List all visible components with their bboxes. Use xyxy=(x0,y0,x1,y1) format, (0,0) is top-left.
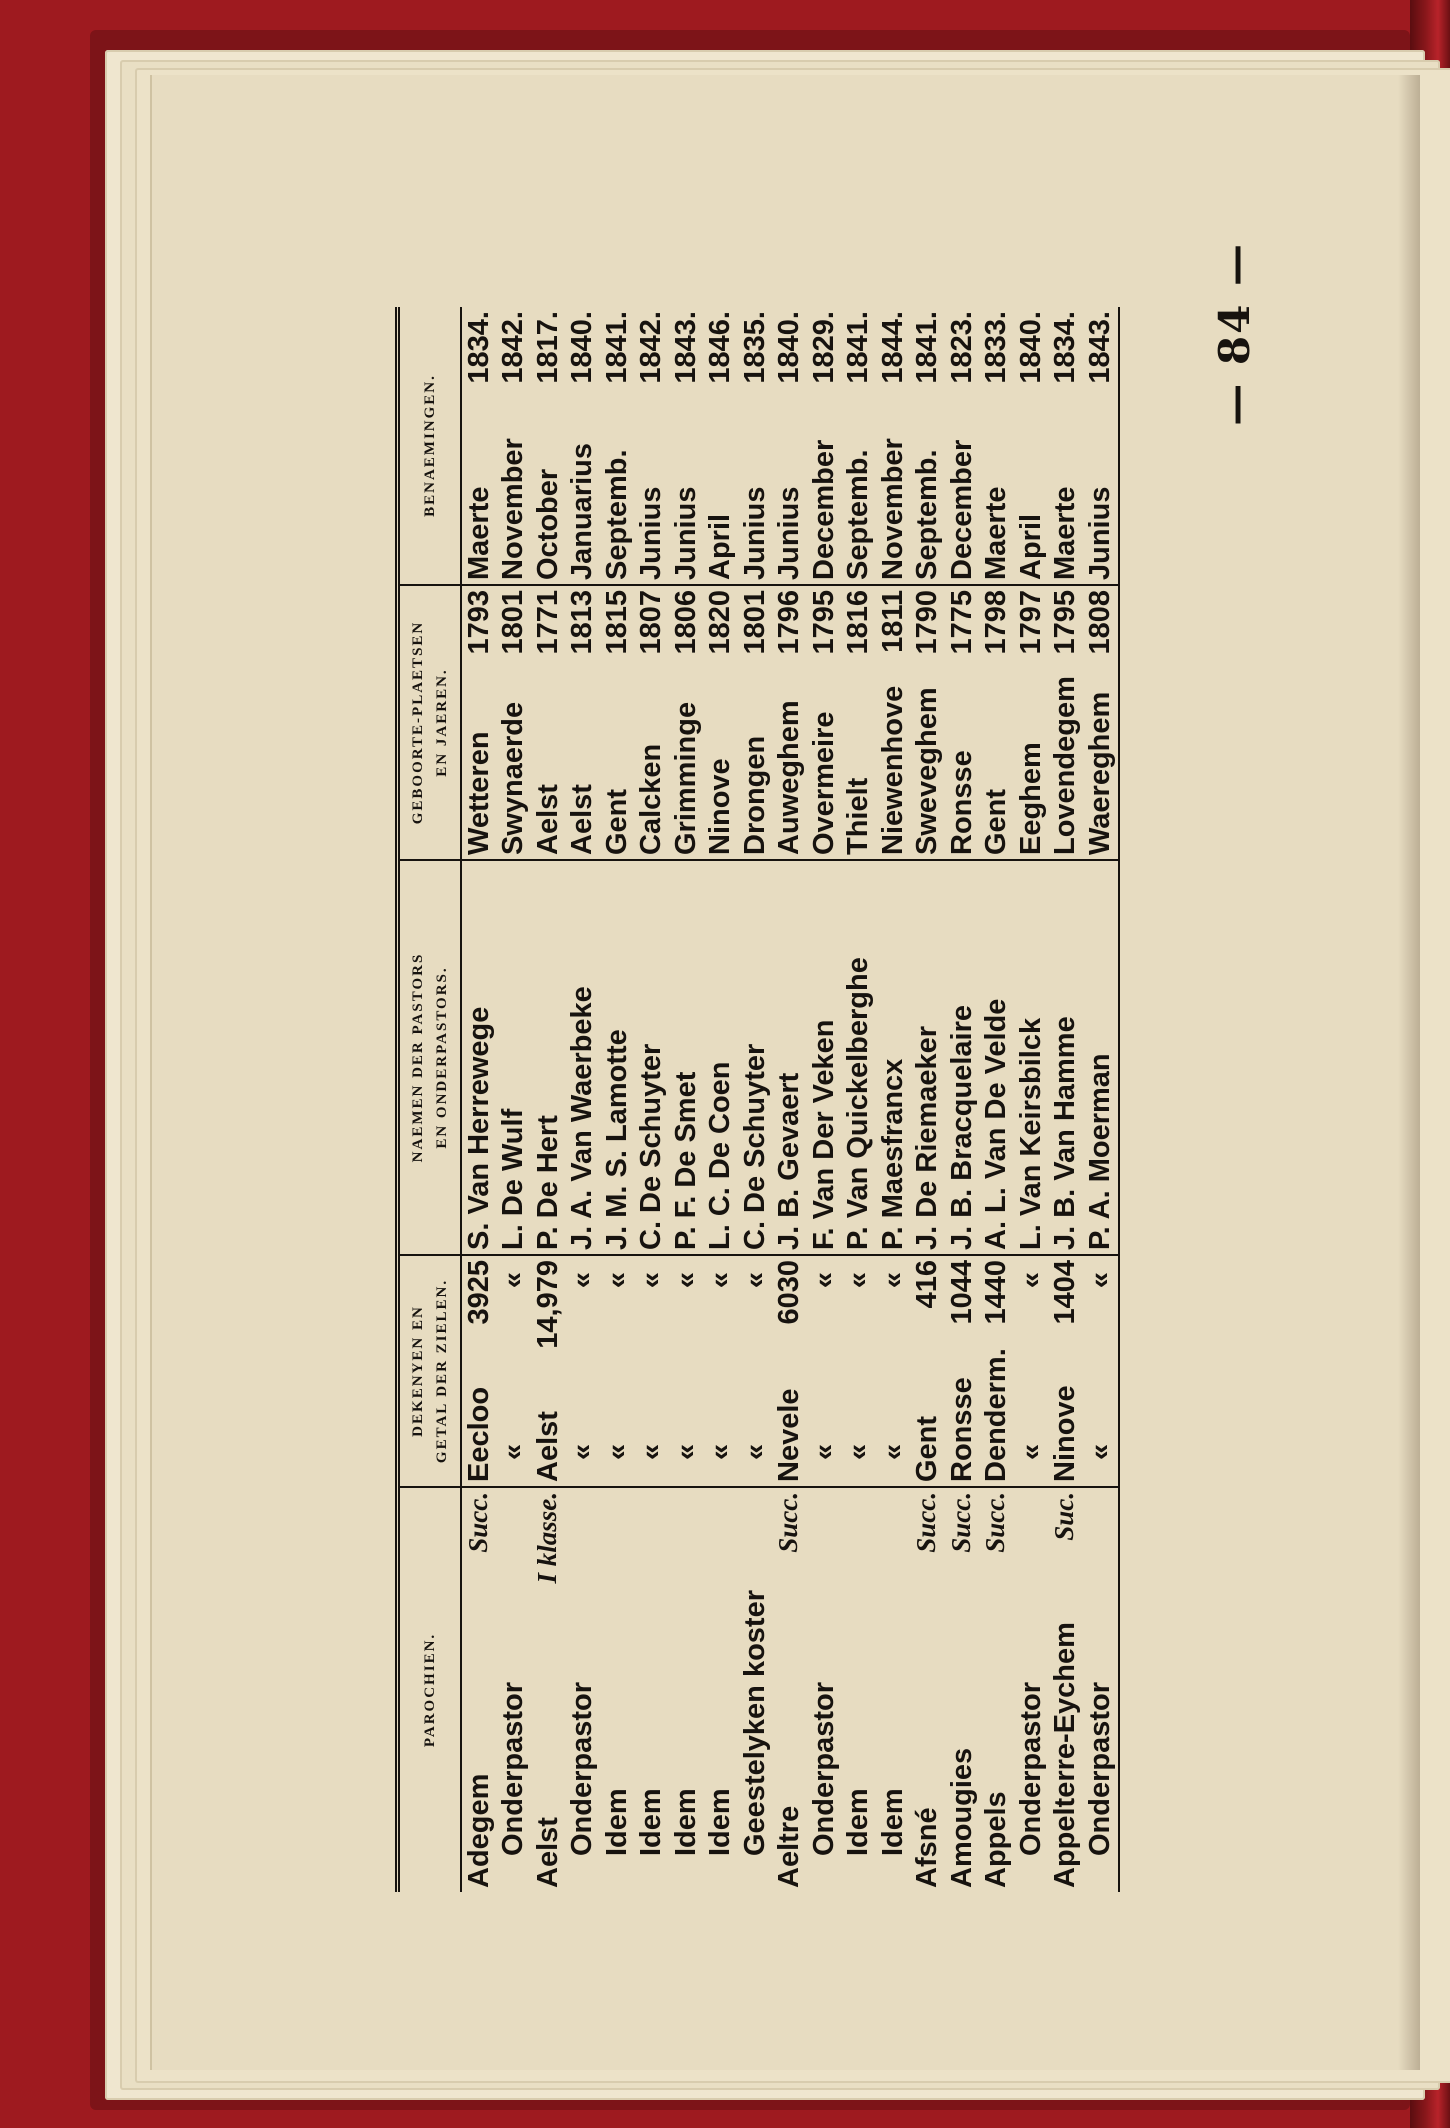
appointment-cell xyxy=(807,307,842,585)
appointment-cell xyxy=(945,307,980,585)
birthplace-cell xyxy=(1014,585,1049,860)
soul-count: « xyxy=(807,1272,840,1289)
soul-count: 6030 xyxy=(773,1260,806,1325)
parish-name: Idem xyxy=(669,1788,702,1856)
birth-year: 1775 xyxy=(945,590,978,655)
parish-cell xyxy=(566,1487,601,1892)
birthplace: Drongen xyxy=(738,735,771,855)
deanery-cell xyxy=(1083,1255,1119,1487)
priest-name: C. De Schuyter xyxy=(738,1043,771,1250)
table-row xyxy=(566,307,601,1892)
appointment-year: 1834. xyxy=(1049,311,1082,384)
appointment-year: 1833. xyxy=(980,311,1013,384)
deanery-cell xyxy=(807,1255,842,1487)
table-header-row xyxy=(398,307,462,1892)
appointment-year: 1843. xyxy=(1083,311,1116,384)
priest-name: P. Van Quickelberghe xyxy=(842,957,875,1250)
birthplace-cell xyxy=(842,585,877,860)
priest-name: J. B. Gevaert xyxy=(773,1072,806,1250)
birthplace-cell xyxy=(945,585,980,860)
soul-count: « xyxy=(635,1272,668,1289)
appointment-cell xyxy=(980,307,1015,585)
soul-count: « xyxy=(600,1272,633,1289)
parish-class-label: Succ. xyxy=(911,1492,942,1553)
deanery-name: « xyxy=(704,1443,737,1460)
appointment-cell xyxy=(600,307,635,585)
birthplace: Overmeire xyxy=(807,711,840,855)
deanery-cell xyxy=(497,1255,532,1487)
appointment-month: April xyxy=(1014,513,1047,580)
birthplace-cell xyxy=(531,585,566,860)
soul-count: « xyxy=(1014,1272,1047,1289)
appointment-cell xyxy=(773,307,808,585)
priest-name-cell xyxy=(704,860,739,1255)
appointment-year: 1846. xyxy=(704,311,737,384)
parish-cell xyxy=(876,1487,911,1892)
birth-year: 1771 xyxy=(531,590,564,655)
appointment-cell xyxy=(876,307,911,585)
appointment-month: Junius xyxy=(738,486,771,580)
table-row xyxy=(1049,307,1084,1892)
table-row xyxy=(497,307,532,1892)
table-row xyxy=(980,307,1015,1892)
birthplace-cell xyxy=(773,585,808,860)
table-row xyxy=(945,307,980,1892)
priest-name-cell xyxy=(842,860,877,1255)
parish-cell xyxy=(704,1487,739,1892)
appointment-month: November xyxy=(876,438,909,580)
appointment-cell xyxy=(911,307,946,585)
priest-name: L. Van Keirsbilck xyxy=(1014,1017,1047,1250)
deanery-cell xyxy=(566,1255,601,1487)
soul-count: 416 xyxy=(911,1260,944,1309)
parish-class-label: Succ. xyxy=(462,1492,493,1553)
header-dekenyen: DEKENYEN EN GETAL DER ZIELEN. xyxy=(398,1255,462,1487)
deanery-name: Gent xyxy=(911,1415,944,1482)
priest-name-cell xyxy=(635,860,670,1255)
birthplace: Wetteren xyxy=(462,731,495,855)
priest-name: J. A. Van Waerbeke xyxy=(566,986,599,1250)
parish-name: Idem xyxy=(600,1788,633,1856)
priest-name-cell xyxy=(773,860,808,1255)
appointment-year: 1840. xyxy=(1014,311,1047,384)
birthplace-cell xyxy=(635,585,670,860)
priest-name-cell xyxy=(531,860,566,1255)
priest-name-cell xyxy=(1083,860,1119,1255)
priest-name-cell xyxy=(1049,860,1084,1255)
birthplace-cell xyxy=(1049,585,1084,860)
appointment-cell xyxy=(842,307,877,585)
deanery-cell xyxy=(876,1255,911,1487)
birthplace: Grimminge xyxy=(669,701,702,855)
priest-name-cell xyxy=(600,860,635,1255)
appointment-year: 1841. xyxy=(911,311,944,384)
soul-count: « xyxy=(704,1272,737,1289)
priest-name-cell xyxy=(911,860,946,1255)
parish-cell xyxy=(1014,1487,1049,1892)
soul-count: « xyxy=(566,1272,599,1289)
appointment-month: Septemb. xyxy=(842,449,875,580)
table-row xyxy=(911,307,946,1892)
parish-cell xyxy=(807,1487,842,1892)
parish-name: Idem xyxy=(704,1788,737,1856)
parish-cell xyxy=(842,1487,877,1892)
birth-year: 1815 xyxy=(600,590,633,655)
parish-cell xyxy=(461,1487,497,1892)
appointment-month: Junius xyxy=(1083,486,1116,580)
deanery-name: « xyxy=(669,1443,702,1460)
appointment-month: December xyxy=(807,439,840,580)
deanery-name: Eecloo xyxy=(462,1386,495,1482)
birth-year: 1797 xyxy=(1014,590,1047,655)
birthplace: Eeghem xyxy=(1014,742,1047,855)
birthplace: Ronsse xyxy=(945,750,978,855)
rotated-page-content xyxy=(200,150,1320,2010)
birth-year: 1798 xyxy=(980,590,1013,655)
table-row xyxy=(738,307,773,1892)
soul-count: « xyxy=(738,1272,771,1289)
appointment-month: November xyxy=(497,438,530,580)
soul-count: 1440 xyxy=(980,1260,1013,1325)
page-number: — 84 — xyxy=(1210,242,1259,426)
birthplace-cell xyxy=(704,585,739,860)
birthplace-cell xyxy=(980,585,1015,860)
deanery-name: « xyxy=(566,1443,599,1460)
appointment-year: 1843. xyxy=(669,311,702,384)
soul-count: « xyxy=(497,1272,530,1289)
header-naemen: NAEMEN DER PASTORS EN ONDERPASTORS. xyxy=(398,860,462,1255)
birthplace: Aelst xyxy=(566,784,599,855)
appointment-year: 1823. xyxy=(945,311,978,384)
priest-name: S. Van Herrewege xyxy=(462,1006,495,1250)
header-benaemingen: BENAEMINGEN. xyxy=(398,307,462,585)
birth-year: 1795 xyxy=(807,590,840,655)
appointment-year: 1841. xyxy=(842,311,875,384)
birthplace: Gent xyxy=(980,788,1013,855)
deanery-name: « xyxy=(738,1443,771,1460)
deanery-name: Nevele xyxy=(773,1388,806,1482)
priest-name: A. L. Van De Velde xyxy=(980,998,1013,1250)
parish-cell xyxy=(1083,1487,1119,1892)
parish-name: Geestelyken koster xyxy=(738,1590,771,1856)
deanery-cell xyxy=(980,1255,1015,1487)
birthplace: Calcken xyxy=(635,743,668,855)
birth-year: 1796 xyxy=(773,590,806,655)
appointment-month: Maerte xyxy=(462,486,495,580)
deanery-name: « xyxy=(876,1443,909,1460)
parish-class-label: Succ. xyxy=(945,1492,976,1553)
appointment-month: April xyxy=(704,513,737,580)
birth-year: 1808 xyxy=(1083,590,1116,655)
parish-cell xyxy=(531,1487,566,1892)
table-row xyxy=(1014,307,1049,1892)
deanery-name: « xyxy=(497,1443,530,1460)
appointment-month: October xyxy=(531,468,564,580)
birthplace-cell xyxy=(1083,585,1119,860)
parish-name: Appels xyxy=(980,1791,1013,1888)
appointment-month: Junius xyxy=(773,486,806,580)
soul-count: 1404 xyxy=(1049,1260,1082,1325)
table-row xyxy=(807,307,842,1892)
appointment-cell xyxy=(461,307,497,585)
deanery-cell xyxy=(669,1255,704,1487)
appointment-year: 1844. xyxy=(876,311,909,384)
birthplace: Waereghem xyxy=(1083,691,1116,855)
birthplace: Sweveghem xyxy=(911,687,944,855)
parish-name: Onderpastor xyxy=(497,1681,530,1856)
appointment-cell xyxy=(738,307,773,585)
header-parochien: PAROCHIEN. xyxy=(398,1487,462,1892)
table-row xyxy=(876,307,911,1892)
birthplace-cell xyxy=(876,585,911,860)
parish-cell xyxy=(669,1487,704,1892)
priest-name-cell xyxy=(807,860,842,1255)
parish-cell xyxy=(738,1487,773,1892)
parish-cell xyxy=(600,1487,635,1892)
deanery-name: « xyxy=(807,1443,840,1460)
table-row xyxy=(773,307,808,1892)
appointment-year: 1840. xyxy=(566,311,599,384)
parish-name: Aelst xyxy=(531,1817,564,1888)
parish-name: Amougies xyxy=(945,1747,978,1888)
birthplace: Ninove xyxy=(704,758,737,855)
deanery-name: Ninove xyxy=(1049,1385,1082,1482)
soul-count: « xyxy=(842,1272,875,1289)
appointment-cell xyxy=(1014,307,1049,585)
birthplace: Thielt xyxy=(842,777,875,855)
parish-name: Aeltre xyxy=(773,1805,806,1888)
birth-year: 1795 xyxy=(1049,590,1082,655)
deanery-cell xyxy=(531,1255,566,1487)
appointment-month: Septemb. xyxy=(600,449,633,580)
birthplace: Lovendegem xyxy=(1049,676,1082,855)
appointment-cell xyxy=(531,307,566,585)
appointment-cell xyxy=(497,307,532,585)
priest-name: C. De Schuyter xyxy=(635,1043,668,1250)
birthplace: Swynaerde xyxy=(497,701,530,855)
appointment-cell xyxy=(669,307,704,585)
parish-name: Onderpastor xyxy=(566,1681,599,1856)
appointment-cell xyxy=(1083,307,1119,585)
appointment-month: Junius xyxy=(669,486,702,580)
parish-cell xyxy=(945,1487,980,1892)
parish-class-label: Succ. xyxy=(773,1492,804,1553)
priest-name: P. A. Moerman xyxy=(1083,1053,1116,1250)
birthplace: Auweghem xyxy=(773,700,806,855)
deanery-cell xyxy=(945,1255,980,1487)
parish-register-table xyxy=(395,307,1120,1892)
soul-count: « xyxy=(669,1272,702,1289)
soul-count: 3925 xyxy=(462,1260,495,1325)
parish-name: Onderpastor xyxy=(1083,1681,1116,1856)
birthplace-cell xyxy=(461,585,497,860)
table-row xyxy=(704,307,739,1892)
birth-year: 1801 xyxy=(497,590,530,655)
priest-name-cell xyxy=(945,860,980,1255)
birth-year: 1790 xyxy=(911,590,944,655)
appointment-month: December xyxy=(945,439,978,580)
appointment-month: Septemb. xyxy=(911,449,944,580)
parish-name: Onderpastor xyxy=(1014,1681,1047,1856)
priest-name-cell xyxy=(669,860,704,1255)
deanery-name: Aelst xyxy=(531,1411,564,1482)
header-geboorte: GEBOORTE-PLAETSEN EN JAEREN. xyxy=(398,585,462,860)
soul-count: « xyxy=(1083,1272,1116,1289)
appointment-year: 1842. xyxy=(635,311,668,384)
priest-name: L. De Wulf xyxy=(497,1108,530,1250)
appointment-cell xyxy=(1049,307,1084,585)
appointment-cell xyxy=(635,307,670,585)
soul-count: 14,979 xyxy=(531,1260,564,1349)
birthplace-cell xyxy=(738,585,773,860)
parish-name: Adegem xyxy=(462,1773,495,1888)
priest-name-cell xyxy=(738,860,773,1255)
deanery-name: « xyxy=(1014,1443,1047,1460)
appointment-year: 1817. xyxy=(531,311,564,384)
appointment-cell xyxy=(566,307,601,585)
table-row xyxy=(669,307,704,1892)
deanery-name: Denderm. xyxy=(980,1348,1013,1482)
parish-class-label: Succ. xyxy=(980,1492,1011,1553)
deanery-cell xyxy=(773,1255,808,1487)
birth-year: 1807 xyxy=(635,590,668,655)
priest-name-cell xyxy=(876,860,911,1255)
parish-cell xyxy=(980,1487,1015,1892)
deanery-cell xyxy=(738,1255,773,1487)
parish-cell xyxy=(635,1487,670,1892)
priest-name-cell xyxy=(1014,860,1049,1255)
birth-year: 1806 xyxy=(669,590,702,655)
birthplace-cell xyxy=(669,585,704,860)
deanery-name: « xyxy=(635,1443,668,1460)
deanery-name: « xyxy=(1083,1443,1116,1460)
deanery-name: Ronsse xyxy=(945,1377,978,1482)
priest-name-cell xyxy=(497,860,532,1255)
table-body xyxy=(461,307,1119,1892)
table-row xyxy=(842,307,877,1892)
birthplace-cell xyxy=(600,585,635,860)
table-row xyxy=(635,307,670,1892)
deanery-cell xyxy=(635,1255,670,1487)
deanery-cell xyxy=(842,1255,877,1487)
deanery-name: « xyxy=(842,1443,875,1460)
priest-name: J. M. S. Lamotte xyxy=(600,1029,633,1250)
parish-name: Appelterre-Eychem xyxy=(1049,1622,1082,1888)
priest-name-cell xyxy=(461,860,497,1255)
table-row xyxy=(600,307,635,1892)
birth-year: 1811 xyxy=(876,590,909,653)
appointment-year: 1841. xyxy=(600,311,633,384)
deanery-cell xyxy=(704,1255,739,1487)
deanery-cell xyxy=(911,1255,946,1487)
priest-name: J. B. Van Hamme xyxy=(1049,1016,1082,1250)
birth-year: 1816 xyxy=(842,590,875,655)
birthplace: Niewenhove xyxy=(876,685,909,855)
deanery-cell xyxy=(1049,1255,1084,1487)
parish-name: Onderpastor xyxy=(807,1681,840,1856)
deanery-name: « xyxy=(600,1443,633,1460)
parish-name: Idem xyxy=(842,1788,875,1856)
birth-year: 1820 xyxy=(704,590,737,655)
parish-cell xyxy=(773,1487,808,1892)
soul-count: « xyxy=(876,1272,909,1289)
birthplace: Aelst xyxy=(531,784,564,855)
parish-class-label: I klasse. xyxy=(531,1492,562,1584)
parish-cell xyxy=(497,1487,532,1892)
birthplace-cell xyxy=(911,585,946,860)
appointment-cell xyxy=(704,307,739,585)
appointment-month: Januarius xyxy=(566,443,599,580)
birthplace-cell xyxy=(566,585,601,860)
priest-name: P. F. De Smet xyxy=(669,1071,702,1250)
appointment-month: Junius xyxy=(635,486,668,580)
birth-year: 1813 xyxy=(566,590,599,655)
priest-name: J. De Riemaeker xyxy=(911,1025,944,1250)
table-row xyxy=(461,307,497,1892)
table-row xyxy=(1083,307,1119,1892)
appointment-year: 1834. xyxy=(462,311,495,384)
appointment-year: 1842. xyxy=(497,311,530,384)
deanery-cell xyxy=(600,1255,635,1487)
parish-class-label: Suc. xyxy=(1049,1492,1080,1541)
appointment-month: Maerte xyxy=(1049,486,1082,580)
deanery-cell xyxy=(1014,1255,1049,1487)
birthplace-cell xyxy=(497,585,532,860)
priest-name: J. B. Bracquelaire xyxy=(945,1005,978,1250)
priest-name: P. Maesfrancx xyxy=(876,1058,909,1250)
birthplace-cell xyxy=(807,585,842,860)
deanery-cell xyxy=(461,1255,497,1487)
parish-cell xyxy=(1049,1487,1084,1892)
priest-name-cell xyxy=(566,860,601,1255)
soul-count: 1044 xyxy=(945,1260,978,1325)
priest-name: P. De Hert xyxy=(531,1115,564,1250)
birth-year: 1793 xyxy=(462,590,495,655)
birth-year: 1801 xyxy=(738,590,771,655)
appointment-year: 1840. xyxy=(773,311,806,384)
priest-name: L. C. De Coen xyxy=(704,1061,737,1250)
birthplace: Gent xyxy=(600,788,633,855)
parish-name: Idem xyxy=(876,1788,909,1856)
parish-name: Afsné xyxy=(911,1807,944,1888)
priest-name: F. Van Der Veken xyxy=(807,1019,840,1250)
parish-cell xyxy=(911,1487,946,1892)
priest-name-cell xyxy=(980,860,1015,1255)
appointment-year: 1835. xyxy=(738,311,771,384)
parish-name: Idem xyxy=(635,1788,668,1856)
table-row xyxy=(531,307,566,1892)
appointment-year: 1829. xyxy=(807,311,840,384)
appointment-month: Maerte xyxy=(980,486,1013,580)
